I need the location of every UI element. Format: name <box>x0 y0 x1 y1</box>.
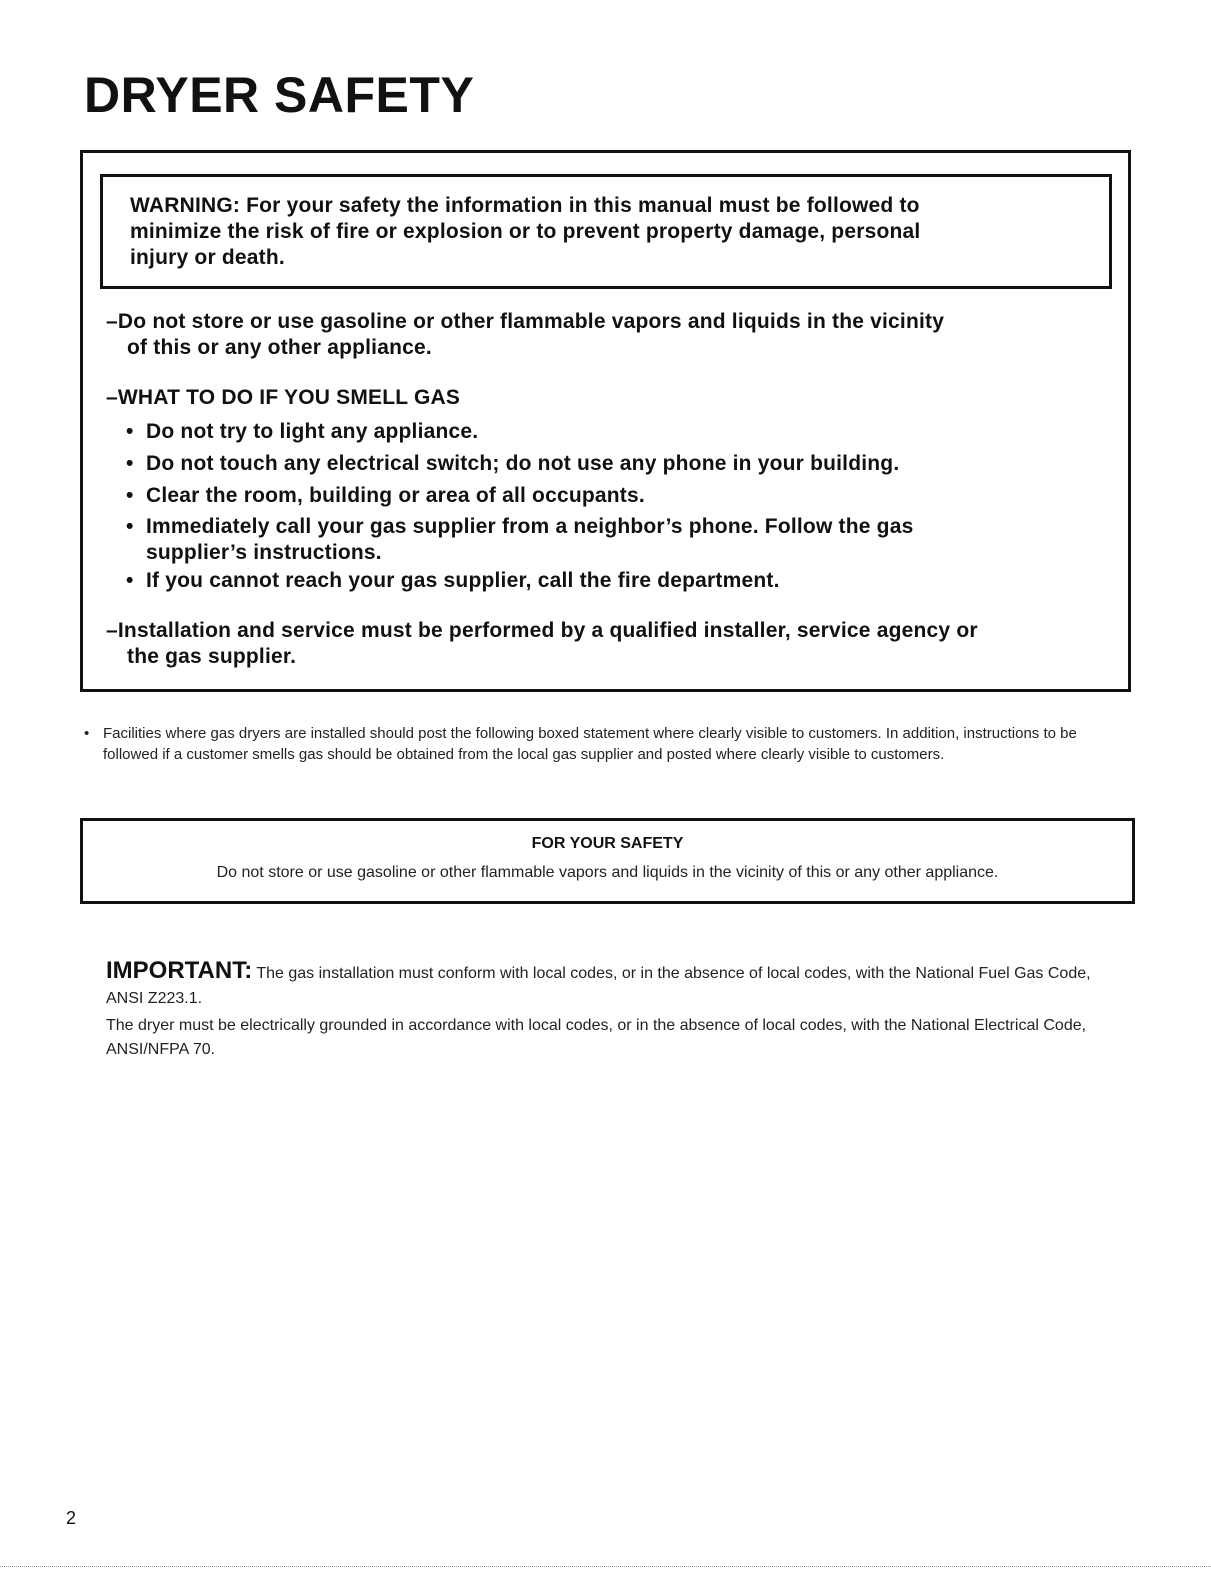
important-text: The gas installation must conform with local codes, or in the absence of local codes, with the National Fuel Gas Code, ANSI Z223.1. <box>106 965 1091 1007</box>
safety-box-heading: FOR YOUR SAFETY <box>531 835 684 852</box>
gas-step-item <box>126 568 780 594</box>
dash-prefix: – <box>106 386 118 409</box>
installation-warning <box>106 618 978 670</box>
gas-step-item <box>126 451 899 477</box>
warning-line: WARNING: For your safety the information in this manual must be followed to <box>130 194 920 217</box>
gas-step-text: Clear the room, building or area of all occupants. <box>146 484 645 507</box>
safety-box-body: Do not store or use gasoline or other flammable vapors and liquids in the vicinity of this or any other appliance. <box>216 864 999 881</box>
warning-line: minimize the risk of fire or explosion or to prevent property damage, personal <box>130 220 921 243</box>
gas-step-text: Do not try to light any appliance. <box>146 420 479 443</box>
important-label: IMPORTANT: <box>106 957 253 984</box>
bullet-icon: • <box>84 725 90 742</box>
page-number: 2 <box>66 1508 77 1528</box>
smell-gas-heading <box>106 385 460 411</box>
gas-step-text: If you cannot reach your gas supplier, call the fire department. <box>146 569 780 592</box>
gas-step-item <box>126 419 478 445</box>
gas-step-item <box>126 514 913 566</box>
bullet-icon: • <box>126 484 134 507</box>
grounding-note: The dryer must be electrically grounded in accordance with local codes, or in the absence of local codes, with the National Electrical Code, ANSI/NFPA 70. <box>106 1017 1087 1058</box>
gas-step-text: Do not touch any electrical switch; do not use any phone in your building. <box>146 452 900 475</box>
facilities-note-text: Facilities where gas dryers are installed should post the following boxed statement where clearly visible to customers. In addition, instructions to be followed if a customer smells gas should be obtained from the local gas supplier and posted where clearly visible to customers. <box>103 725 1077 763</box>
dash-item-text: Do not store or use gasoline or other flammable vapors and liquids in the vicinity <box>117 310 945 333</box>
flammable-vapors-warning <box>106 309 944 361</box>
page-title: DRYER SAFETY <box>84 67 475 123</box>
bullet-icon: • <box>126 452 134 475</box>
bullet-icon: • <box>126 420 134 443</box>
dash-item-text: WHAT TO DO IF YOU SMELL GAS <box>117 386 461 409</box>
dash-item-text: the gas supplier. <box>127 645 297 668</box>
important-note <box>106 958 1106 1011</box>
gas-step-text: supplier’s instructions. <box>146 541 382 564</box>
page-edge-rule <box>0 1566 1211 1567</box>
dash-item-text: of this or any other appliance. <box>127 336 432 359</box>
facilities-note <box>84 723 1124 765</box>
dash-prefix: – <box>106 310 118 333</box>
gas-step-item <box>126 483 645 509</box>
bullet-icon: • <box>126 515 134 538</box>
dash-prefix: – <box>106 619 118 642</box>
warning-statement <box>100 174 1112 289</box>
bullet-icon: • <box>126 569 134 592</box>
dash-item-text: Installation and service must be performed by a qualified installer, service agency or <box>117 619 978 642</box>
for-your-safety-box <box>80 818 1135 904</box>
warning-line: injury or death. <box>130 246 285 269</box>
gas-step-text: Immediately call your gas supplier from a neighbor’s phone. Follow the gas <box>146 515 914 538</box>
